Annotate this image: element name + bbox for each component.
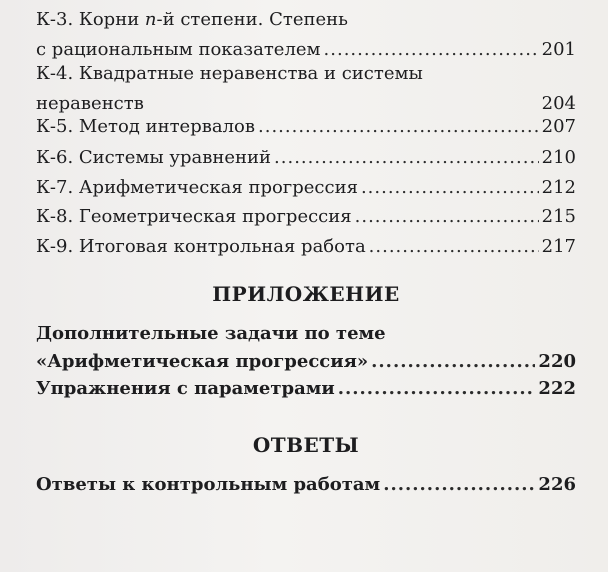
page-number: 215: [541, 206, 576, 227]
toc-entry-text: К-3. Корни: [36, 9, 145, 30]
dot-leader: [383, 473, 535, 497]
page-number: 220: [538, 351, 576, 372]
appendix-heading: ПРИЛОЖЕНИЕ: [212, 282, 400, 306]
page-number: 222: [538, 378, 576, 399]
toc-entry-title: К-6. Системы уравнений: [36, 147, 272, 168]
toc-entry-k4: [36, 62, 576, 116]
toc-entry-additional-tasks: [36, 322, 576, 374]
dot-leader: [338, 377, 536, 401]
toc-entry-title: Ответы к контрольным работам: [36, 474, 381, 495]
toc-entry-title-line2: с рациональным показателем: [36, 39, 321, 60]
toc-entry-k5: [36, 115, 576, 139]
toc-entry-k3: [36, 8, 576, 62]
dot-leader: [324, 38, 539, 62]
page-number: 210: [541, 147, 576, 168]
toc-entry-answers: [36, 473, 576, 497]
toc-entry-title: К-8. Геометрическая прогрессия: [36, 206, 352, 227]
toc-entry-title: К-7. Арифметическая прогрессия: [36, 177, 358, 198]
toc-entry-title-line1: [36, 8, 576, 32]
toc-entry-text-cont: -й степени. Степень: [156, 9, 348, 30]
page-number: 212: [541, 177, 576, 198]
dot-leader: [258, 115, 539, 139]
page-number: 217: [541, 236, 576, 257]
toc-entry-k6: [36, 146, 576, 170]
page-number: 226: [538, 474, 576, 495]
dot-leader: [361, 176, 539, 200]
toc-entry-title-line1: Дополнительные задачи по теме: [36, 323, 386, 344]
page-number: 207: [541, 116, 576, 137]
dot-leader: [355, 205, 539, 229]
toc-entry-k9: [36, 235, 576, 259]
toc-entry-parameter-exercises: [36, 377, 576, 401]
dot-leader: [371, 350, 535, 374]
toc-entry-title: К-5. Метод интервалов: [36, 116, 255, 137]
answers-heading: ОТВЕТЫ: [252, 433, 360, 457]
toc-entry-title: Упражнения с параметрами: [36, 378, 335, 399]
toc-entry-title-line1: К-4. Квадратные неравенства и системы: [36, 63, 423, 84]
toc-entry-italic-n: n: [144, 9, 157, 30]
page-number: 204: [541, 93, 576, 114]
dot-leader: [369, 235, 539, 259]
toc-entry-k8: [36, 205, 576, 229]
toc-entry-title-line2: «Арифметическая прогрессия»: [36, 351, 369, 372]
toc-entry-title-line2: неравенств: [36, 93, 144, 114]
dot-leader: [274, 146, 539, 170]
toc-entry-title: К-9. Итоговая контрольная работа: [36, 236, 366, 257]
toc-entry-k7: [36, 176, 576, 200]
page-number: 201: [541, 39, 576, 60]
